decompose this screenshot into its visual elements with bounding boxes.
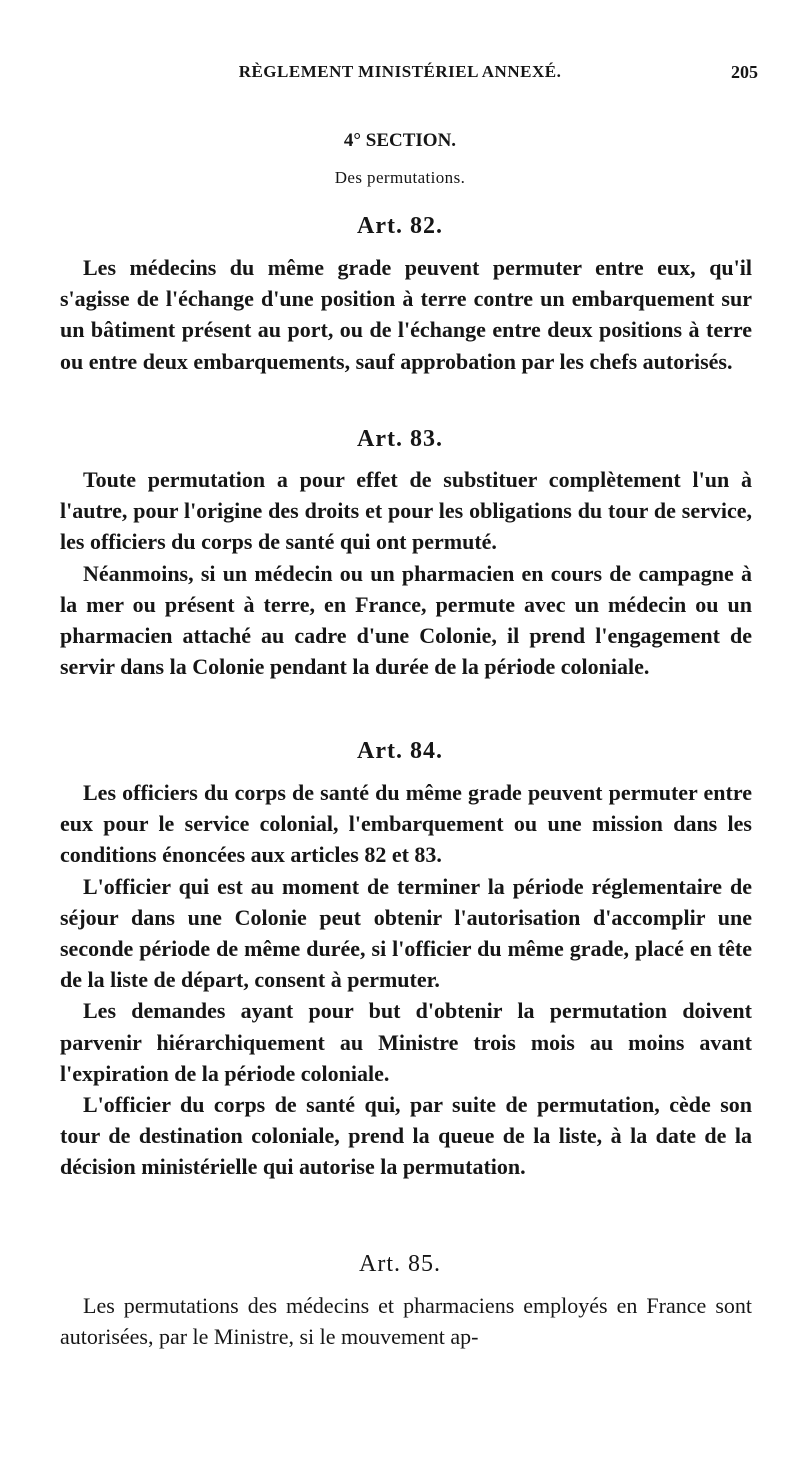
article-84-paragraph-3: Les demandes ayant pour but d'obtenir la permutation doivent parvenir hiérarchiquement au Ministre trois mois au moins avant l'expiration de la période coloniale. (60, 998, 752, 1086)
article-82-body (60, 252, 752, 377)
section-title: Des permutations. (334, 168, 466, 187)
article-85-heading: Art. 85. (359, 1251, 441, 1277)
article-83-paragraph-2: Néanmoins, si un médecin ou un pharmacien en cours de campagne à la mer ou présent à terre, en France, permute avec un médecin ou un pharmacien attaché au cadre d'une Colonie, il prend l'engagement de servir dans la Colonie pendant la durée de la période coloniale. (60, 560, 752, 680)
section-number: 4° SECTION. (343, 130, 457, 151)
article-83-paragraph-1: Toute permutation a pour effet de substituer complètement l'un à l'autre, pour l'origine des droits et pour les obligations du tour de service, les officiers du corps de santé qui ont permuté. (60, 467, 752, 555)
article-84-paragraph-4: L'officier du corps de santé qui, par suite de permutation, cède son tour de destination coloniale, prend la queue de la liste, à la date de la décision ministérielle qui autorise la permutation. (60, 1092, 752, 1180)
article-85-paragraph-1: Les permutations des médecins et pharmaciens employés en France sont autorisées, par le Ministre, si le mouvement ap- (60, 1293, 752, 1350)
article-82-heading: Art. 82. (357, 213, 443, 239)
article-84-paragraph-2: L'officier qui est au moment de terminer la période réglementaire de séjour dans une Colonie peut obtenir l'autorisation d'accomplir une seconde période de même durée, si l'officier du même grade, placé en tête de la liste de départ, consent à permuter. (60, 873, 752, 993)
article-82-paragraph-1: Les médecins du même grade peuvent permuter entre eux, qu'il s'agisse de l'échange d'une position à terre contre un embarquement sur un bâtiment présent au port, ou de l'échange entre deux positions à terre ou entre deux embarquements, sauf approbation par les chefs autorisés. (60, 255, 752, 374)
article-83-heading: Art. 83. (357, 426, 443, 452)
article-84-body (60, 777, 752, 1183)
page-header (0, 62, 800, 92)
running-title: RÈGLEMENT MINISTÉRIEL ANNEXÉ. (238, 62, 562, 81)
page-number: 205 (731, 62, 758, 82)
article-83-body (60, 464, 752, 682)
article-84-heading: Art. 84. (357, 738, 443, 764)
article-84-paragraph-1: Les officiers du corps de santé du même grade peuvent permuter entre eux pour le service colonial, l'embarquement ou une mission dans les conditions énoncées aux articles 82 et 83. (60, 780, 752, 868)
article-85-body (60, 1290, 752, 1352)
